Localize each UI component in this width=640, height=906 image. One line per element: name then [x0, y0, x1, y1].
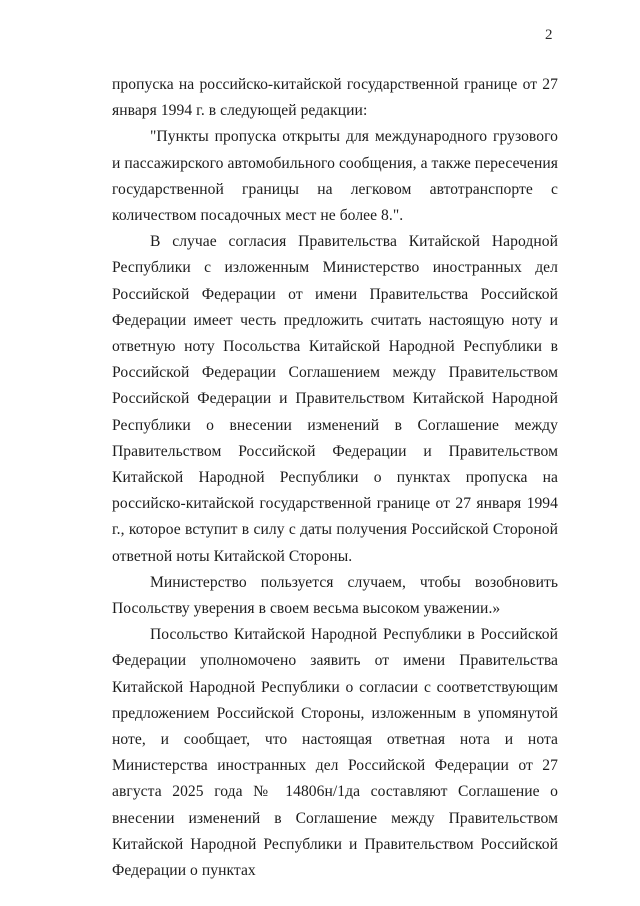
paragraph-2: "Пункты пропуска открыты для международного грузового и пассажирского автомобильного сообщения, а также пересечения государственной границы на легковом автотранспорте с количеством посадочных мест не более 8.".: [112, 128, 558, 225]
paragraph-3: В случае согласия Правительства Китайской Народной Республики с изложенным Министерство иностранных дел Российской Федерации от имени Правительства Российской Федерации имеет честь предложить считать настоящую ноту и ответную ноту Посольства Китайской Народной Республики в Российской Федерации Соглашением между Правительством Российской Федерации и Правительством Китайской Народной Республики о внесении изменений в Соглашение между Правительством Российской Федерации и Правительством Китайской Народной Республики о пунктах пропуска на российско-китайской государственной границе от 27 января 1994 г., которое вступит в силу с даты получения Российской Стороной ответной ноты Китайской Стороны.: [112, 233, 558, 565]
page-number: 2: [545, 27, 553, 43]
paragraph-1: пропуска на российско-китайской государственной границе от 27 января 1994 г. в следующей редакции:: [112, 76, 558, 120]
paragraph-4: Министерство пользуется случаем, чтобы возобновить Посольству уверения в своем весьма высоком уважении.»: [112, 573, 558, 618]
paragraph-5: Посольство Китайской Народной Республики в Российской Федерации уполномочено заявить от имени Правительства Китайской Народной Республики о согласии с соответствующим предложением Российской Стороны, изложенным в упомянутой ноте, и сообщает, что настоящая ответная нота и нота Министерства иностранных дел Российской Федерации от 27 августа 2025 года № 14806н/1да составляют Соглашение о внесении изменений в Соглашение между Правительством Китайской Народной Республики и Правительством Российской Федерации о пунктах: [112, 626, 558, 880]
document-body: [112, 72, 558, 884]
